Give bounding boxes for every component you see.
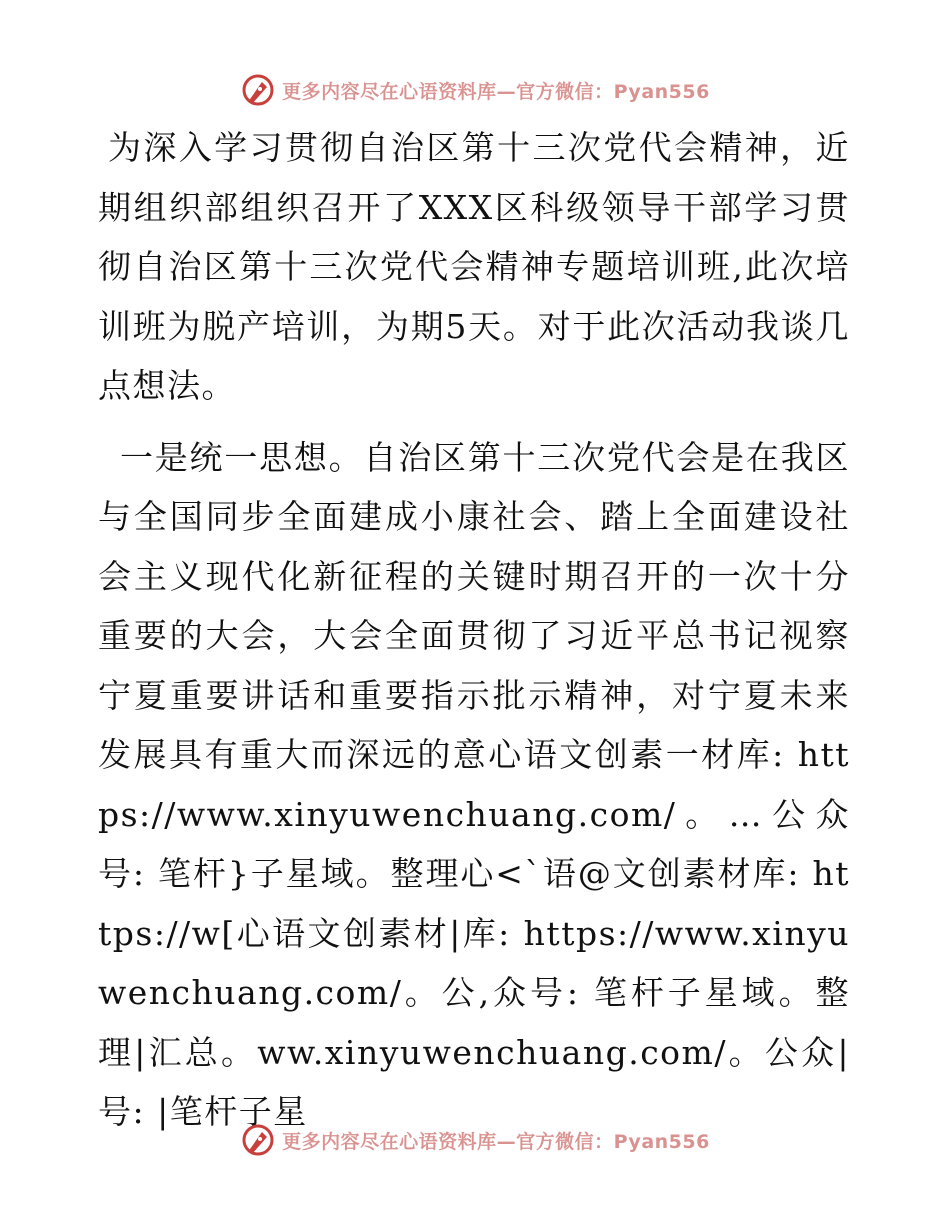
document-body <box>98 118 850 1142</box>
paragraph-unify-thinking: 一是统一思想。自治区第十三次党代会是在我区与全国同步全面建成小康社会、踏上全面建设社会主义现代化新征程的关键时期召开的一次十分重要的大会，大会全面贯彻了习近平总书记视察宁夏重要讲话和重要指示批示精神，对宁夏未来发展具有重大而深远的意心语文创素一材库: https://www.xinyuwenchuang.com/。…公众号: 笔杆}子星域。整理心<`语@文创素材库: https://w[心语文创素材|库: https://www.xinyuwenchuang.com/。公,众号: 笔杆子星域。整理|汇总。ww.xinyuwenchuang.com/。公众|号: |笔杆子星 <box>98 437 850 1131</box>
footer-banner <box>0 1120 950 1160</box>
header-banner-text: 更多内容尽在心语资料库—官方微信：Pyan556 <box>282 80 710 103</box>
pen-nib-logo-icon <box>240 72 276 108</box>
header-banner <box>0 70 950 110</box>
footer-banner-text: 更多内容尽在心语资料库—官方微信：Pyan556 <box>282 1130 710 1153</box>
pen-nib-logo-icon <box>240 1122 276 1158</box>
paragraph-intro: 为深入学习贯彻自治区第十三次党代会精神，近期组织部组织召开了XXX区科级领导干部学习贯彻自治区第十三次党代会精神专题培训班,此次培训班为脱产培训，为期5天。对于此次活动我谈几点想法。 <box>98 128 850 405</box>
